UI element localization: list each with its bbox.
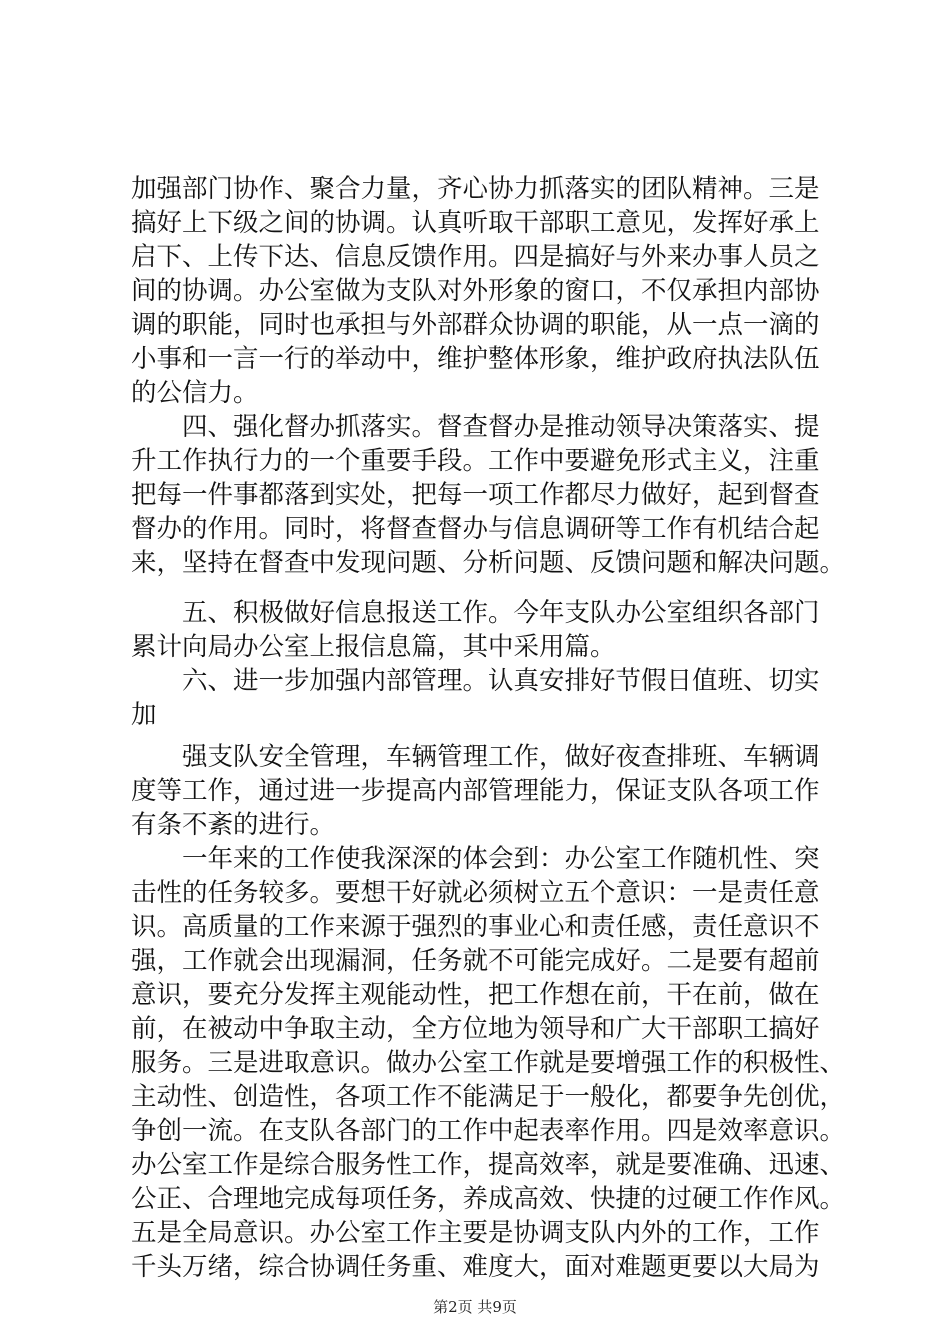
text-line: 服务。三是进取意识。做办公室工作就是要增强工作的积极性、: [131, 1048, 846, 1078]
text-line: 来，坚持在督查中发现问题、分析问题、反馈问题和解决问题。: [131, 548, 846, 578]
text-line: 识。高质量的工作来源于强烈的事业心和责任感，责任意识不: [131, 912, 820, 942]
text-line: 强，工作就会出现漏洞，任务就不可能完成好。二是要有超前: [131, 946, 820, 976]
text-line: 升工作执行力的一个重要手段。工作中要避免形式主义，注重: [131, 446, 820, 476]
text-line: 督办的作用。同时，将督查督办与信息调研等工作有机结合起: [131, 514, 820, 544]
text-line: 公正、合理地完成每项任务，养成高效、快捷的过硬工作作风。: [131, 1184, 846, 1214]
text-line: 强支队安全管理，车辆管理工作，做好夜查排班、车辆调: [131, 742, 820, 772]
text-line: 意识，要充分发挥主观能动性，把工作想在前，干在前，做在: [131, 980, 820, 1010]
text-line: 五、积极做好信息报送工作。今年支队办公室组织各部门: [131, 598, 820, 628]
text-line: 启下、上传下达、信息反馈作用。四是搞好与外来办事人员之: [131, 242, 820, 272]
text-line: 加: [131, 700, 157, 730]
text-line: 一年来的工作使我深深的体会到：办公室工作随机性、突: [131, 844, 820, 874]
text-line: 主动性、创造性，各项工作不能满足于一般化，都要争先创优，: [131, 1082, 846, 1112]
page-footer: 第2页 共9页: [433, 1298, 517, 1316]
text-line: 搞好上下级之间的协调。认真听取干部职工意见，发挥好承上: [131, 208, 820, 238]
text-line: 小事和一言一行的举动中，维护整体形象，维护政府执法队伍: [131, 344, 820, 374]
text-line: 击性的任务较多。要想干好就必须树立五个意识：一是责任意: [131, 878, 820, 908]
text-line: 四、强化督办抓落实。督查督办是推动领导决策落实、提: [131, 412, 820, 442]
text-line: 办公室工作是综合服务性工作，提高效率，就是要准确、迅速、: [131, 1150, 846, 1180]
text-line: 加强部门协作、聚合力量，齐心协力抓落实的团队精神。三是: [131, 174, 820, 204]
text-line: 五是全局意识。办公室工作主要是协调支队内外的工作，工作: [131, 1218, 820, 1248]
text-line: 前，在被动中争取主动，全方位地为领导和广大干部职工搞好: [131, 1014, 820, 1044]
text-line: 千头万绪，综合协调任务重、难度大，面对难题更要以大局为: [131, 1252, 820, 1282]
text-line: 累计向局办公室上报信息篇，其中采用篇。: [131, 632, 616, 662]
text-line: 间的协调。办公室做为支队对外形象的窗口，不仅承担内部协: [131, 276, 820, 306]
text-line: 度等工作，通过进一步提高内部管理能力，保证支队各项工作: [131, 776, 820, 806]
text-line: 争创一流。在支队各部门的工作中起表率作用。四是效率意识。: [131, 1116, 846, 1146]
text-line: 调的职能，同时也承担与外部群众协调的职能，从一点一滴的: [131, 310, 820, 340]
text-line: 的公信力。: [131, 378, 259, 408]
text-line: 有条不紊的进行。: [131, 810, 336, 840]
text-line: 把每一件事都落到实处，把每一项工作都尽力做好，起到督查: [131, 480, 820, 510]
text-line: 六、进一步加强内部管理。认真安排好节假日值班、切实: [131, 666, 820, 696]
